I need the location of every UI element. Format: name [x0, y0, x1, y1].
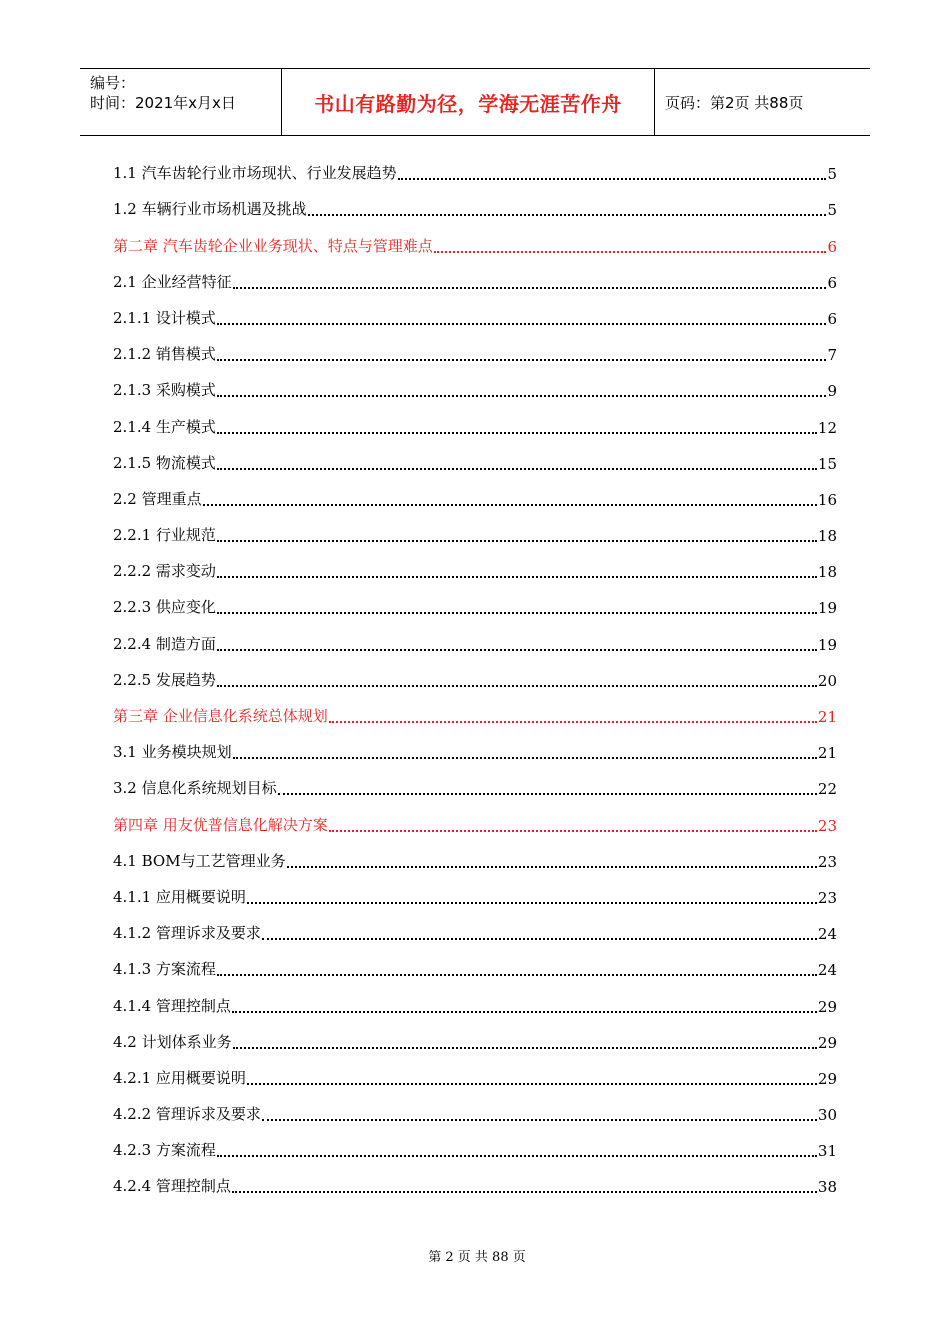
toc-dot-leader	[262, 938, 817, 940]
header-motto: 书山有路勤为径，学海无涯苦作舟	[282, 69, 655, 135]
toc-entry[interactable]	[113, 265, 837, 301]
toc-dot-leader	[217, 540, 817, 542]
toc-entry-title: 2.1.3 采购模式	[113, 381, 216, 400]
toc-entry-title: 3.2 信息化系统规划目标	[113, 779, 277, 798]
toc-entry-title: 4.2 计划体系业务	[113, 1032, 232, 1051]
toc-entry[interactable]	[113, 988, 837, 1024]
toc-entry[interactable]	[113, 771, 837, 807]
toc-dot-leader	[287, 866, 817, 868]
toc-entry-page-number: 21	[817, 744, 837, 763]
toc-entry[interactable]	[113, 952, 837, 988]
toc-entry[interactable]	[113, 1133, 837, 1169]
toc-entry-title: 2.2.2 需求变动	[113, 562, 216, 581]
toc-entry-title: 4.1.2 管理诉求及要求	[113, 924, 261, 943]
toc-entry-title: 4.1.3 方案流程	[113, 960, 216, 979]
toc-entry-page-number: 18	[817, 563, 837, 582]
toc-entry-page-number: 29	[817, 1069, 837, 1088]
toc-entry-title: 2.2.1 行业规范	[113, 526, 216, 545]
toc-dot-leader	[233, 1047, 817, 1049]
toc-dot-leader	[233, 757, 817, 759]
toc-entry-title: 2.1.4 生产模式	[113, 417, 216, 436]
toc-dot-leader	[247, 1083, 817, 1085]
toc-entry-page-number: 31	[817, 1142, 837, 1161]
toc-entry-page-number: 18	[817, 527, 837, 546]
toc-entry[interactable]	[113, 916, 837, 952]
toc-entry[interactable]	[113, 1061, 837, 1097]
toc-entry-title: 4.2.2 管理诉求及要求	[113, 1105, 261, 1124]
toc-entry-page-number: 16	[817, 490, 837, 509]
toc-dot-leader	[329, 721, 817, 723]
toc-dot-leader	[217, 1155, 817, 1157]
toc-entry-title: 2.2.5 发展趋势	[113, 670, 216, 689]
toc-entry[interactable]	[113, 518, 837, 554]
toc-entry-page-number: 20	[817, 671, 837, 690]
toc-entry[interactable]	[113, 590, 837, 626]
toc-entry[interactable]	[113, 156, 837, 192]
toc-dot-leader	[217, 323, 827, 325]
toc-dot-leader	[308, 214, 827, 216]
header-info-cell	[80, 69, 282, 135]
toc-entry-title: 2.2.3 供应变化	[113, 598, 216, 617]
toc-entry[interactable]	[113, 735, 837, 771]
toc-entry-title: 4.2.1 应用概要说明	[113, 1068, 246, 1087]
toc-entry-title: 2.1.5 物流模式	[113, 453, 216, 472]
toc-entry-page-number: 23	[817, 816, 837, 835]
toc-dot-leader	[217, 685, 817, 687]
toc-dot-leader	[217, 649, 817, 651]
toc-entry-page-number: 6	[827, 309, 837, 328]
toc-chapter-entry[interactable]	[113, 807, 837, 843]
toc-entry-page-number: 29	[817, 997, 837, 1016]
toc-entry-title: 1.2 车辆行业市场机遇及挑战	[113, 200, 307, 219]
toc-dot-leader	[217, 974, 817, 976]
document-time: 时间：2021年x月x日	[90, 94, 236, 112]
toc-dot-leader	[232, 1011, 817, 1013]
toc-entry-page-number: 19	[817, 599, 837, 618]
toc-entry-page-number: 22	[817, 780, 837, 799]
toc-entry-title: 第三章 企业信息化系统总体规划	[113, 707, 328, 725]
toc-entry[interactable]	[113, 301, 837, 337]
toc-dot-leader	[217, 359, 827, 361]
toc-entry-title: 4.1 BOM与工艺管理业务	[113, 851, 286, 870]
toc-entry-title: 4.1.4 管理控制点	[113, 996, 231, 1015]
toc-entry-title: 1.1 汽车齿轮行业市场现状、行业发展趋势	[113, 164, 397, 183]
toc-entry-page-number: 9	[827, 382, 837, 401]
toc-dot-leader	[434, 251, 827, 253]
toc-entry-title: 3.1 业务模块规划	[113, 743, 232, 762]
toc-entry-page-number: 5	[827, 165, 837, 184]
header-page-info: 页码：第2页 共88页	[665, 93, 804, 112]
toc-dot-leader	[217, 468, 817, 470]
toc-entry-page-number: 23	[817, 852, 837, 871]
toc-chapter-entry[interactable]	[113, 699, 837, 735]
toc-entry[interactable]	[113, 1025, 837, 1061]
toc-entry-title: 2.2 管理重点	[113, 489, 202, 508]
toc-dot-leader	[217, 576, 817, 578]
toc-entry-title: 4.2.4 管理控制点	[113, 1177, 231, 1196]
toc-entry[interactable]	[113, 1097, 837, 1133]
toc-entry[interactable]	[113, 337, 837, 373]
toc-dot-leader	[232, 1191, 817, 1193]
toc-entry-page-number: 5	[827, 201, 837, 220]
toc-entry-page-number: 24	[817, 961, 837, 980]
toc-entry[interactable]	[113, 482, 837, 518]
toc-dot-leader	[217, 395, 827, 397]
toc-dot-leader	[217, 432, 817, 434]
page-header	[80, 68, 870, 136]
toc-entry-page-number: 15	[817, 454, 837, 473]
table-of-contents	[113, 156, 837, 1205]
toc-dot-leader	[233, 287, 827, 289]
toc-entry-title: 4.2.3 方案流程	[113, 1141, 216, 1160]
toc-dot-leader	[278, 793, 817, 795]
toc-entry-title: 2.2.4 制造方面	[113, 634, 216, 653]
toc-entry[interactable]	[113, 1169, 837, 1205]
toc-entry-page-number: 21	[817, 708, 837, 726]
toc-entry[interactable]	[113, 409, 837, 445]
toc-entry-page-number: 7	[827, 346, 837, 365]
toc-entry[interactable]	[113, 554, 837, 590]
toc-entry-page-number: 29	[817, 1033, 837, 1052]
toc-entry-title: 2.1 企业经营特征	[113, 272, 232, 291]
toc-entry[interactable]	[113, 663, 837, 699]
toc-entry[interactable]	[113, 446, 837, 482]
toc-dot-leader	[247, 902, 817, 904]
toc-entry[interactable]	[113, 844, 837, 880]
document-number: 编号：	[90, 74, 136, 92]
toc-dot-leader	[217, 612, 817, 614]
toc-dot-leader	[262, 1119, 817, 1121]
toc-entry-page-number: 38	[817, 1178, 837, 1197]
toc-dot-leader	[329, 830, 817, 832]
toc-dot-leader	[398, 178, 827, 180]
toc-entry[interactable]	[113, 192, 837, 228]
toc-entry-page-number: 23	[817, 888, 837, 907]
toc-entry[interactable]	[113, 373, 837, 409]
page-footer: 第 2 页 共 88 页	[428, 1250, 526, 1265]
toc-entry-title: 第四章 用友优普信息化解决方案	[113, 815, 328, 834]
toc-entry-title: 第二章 汽车齿轮企业业务现状、特点与管理难点	[113, 236, 433, 255]
toc-entry-title: 2.1.1 设计模式	[113, 308, 216, 327]
toc-entry-page-number: 6	[827, 273, 837, 292]
toc-entry[interactable]	[113, 880, 837, 916]
toc-entry-page-number: 24	[817, 925, 837, 944]
toc-entry-title: 4.1.1 应用概要说明	[113, 887, 246, 906]
toc-entry[interactable]	[113, 626, 837, 662]
toc-entry-title: 2.1.2 销售模式	[113, 345, 216, 364]
toc-entry-page-number: 12	[817, 418, 837, 437]
toc-entry-page-number: 30	[817, 1106, 837, 1125]
toc-dot-leader	[203, 504, 817, 506]
toc-entry-page-number: 19	[817, 635, 837, 654]
toc-chapter-entry[interactable]	[113, 228, 837, 264]
toc-entry-page-number: 6	[827, 237, 837, 256]
